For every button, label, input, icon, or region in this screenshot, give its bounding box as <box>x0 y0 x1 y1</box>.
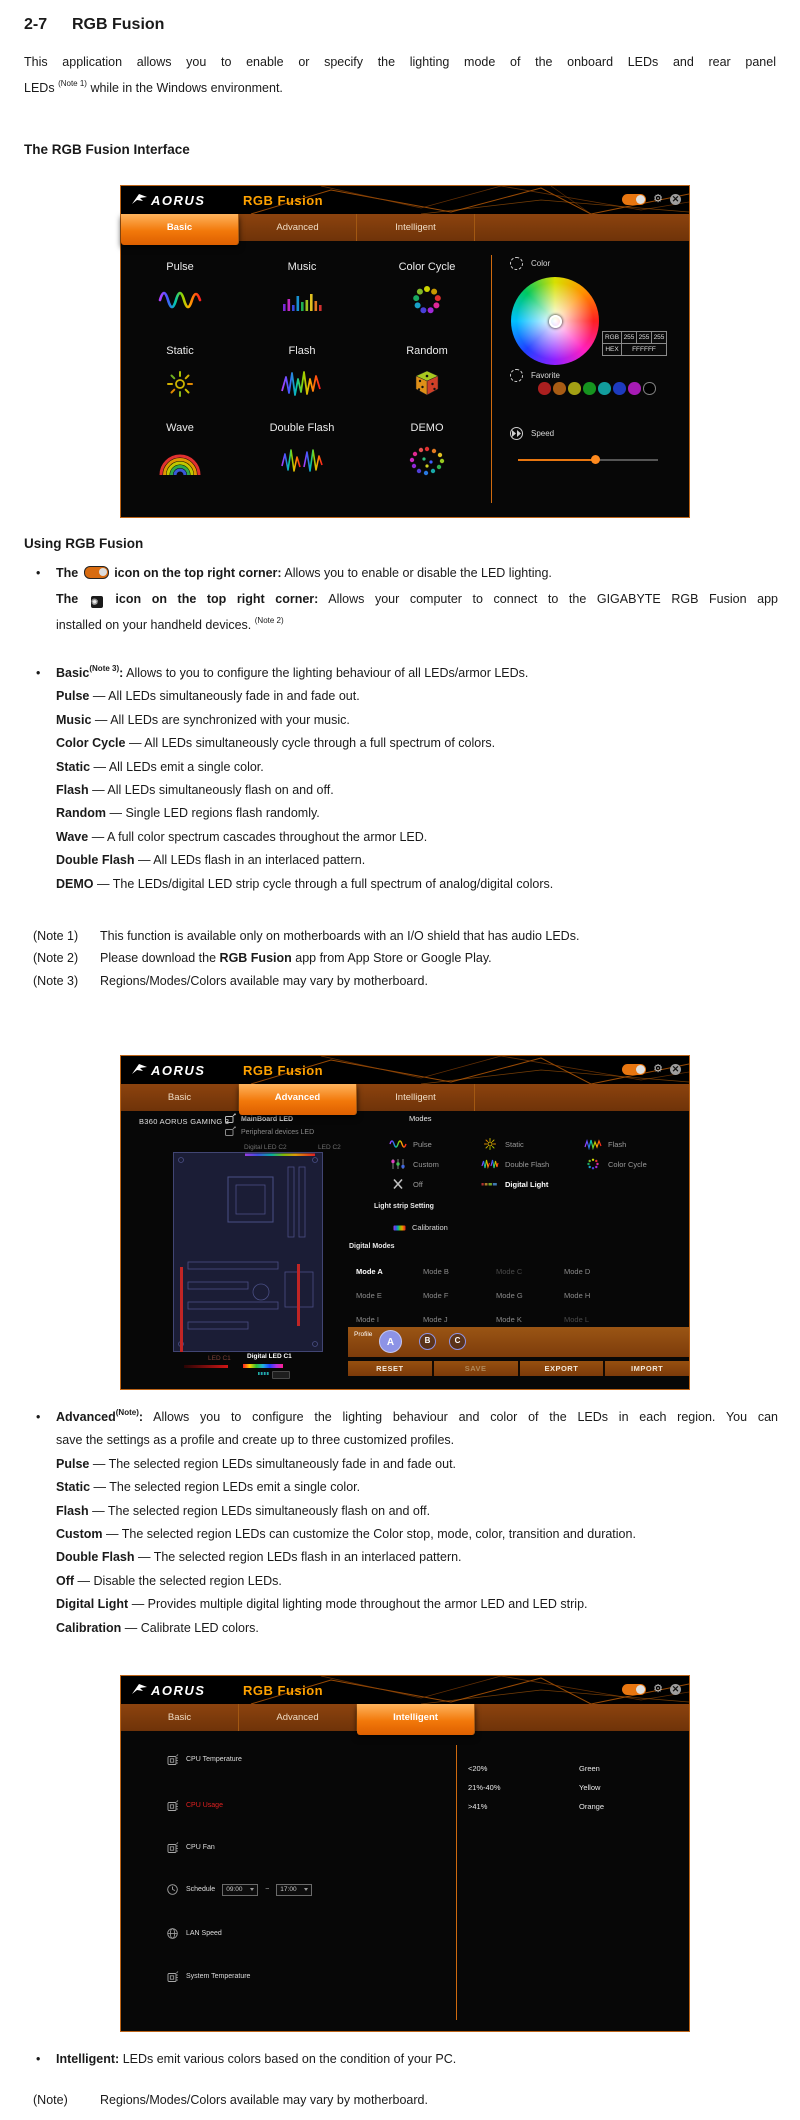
chevron-down-icon <box>304 1888 308 1891</box>
tab-intelligent[interactable]: Intelligent <box>357 1084 475 1111</box>
export-button[interactable]: EXPORT <box>520 1361 604 1376</box>
tab-advanced[interactable]: Advanced <box>239 1704 357 1731</box>
tab-bar <box>121 1084 689 1111</box>
calibration-icon <box>393 1224 406 1232</box>
intelligent-content <box>121 1731 689 2031</box>
gear-icon[interactable]: ⚙ <box>653 1063 663 1075</box>
profile-buttons <box>348 1361 689 1376</box>
tab-filler <box>475 214 689 241</box>
note-ref: (Note) <box>115 1408 139 1417</box>
color-section: Color <box>510 257 550 270</box>
board-led-icon <box>224 1113 236 1125</box>
swatch-teal[interactable] <box>598 382 611 395</box>
adv-mode-doubleflash[interactable]: Double Flash <box>481 1158 549 1170</box>
close-icon[interactable]: ✕ <box>671 1064 680 1074</box>
basic-mode-pulse[interactable]: Pulse <box>121 261 239 318</box>
basic-mode-doubleflash[interactable]: Double Flash <box>243 422 361 479</box>
double-flash-mode-icon <box>481 1158 499 1170</box>
pulse-mode-icon <box>121 282 239 318</box>
adv-mode-flash[interactable]: Flash <box>584 1138 626 1150</box>
light-strip-setting-label: Light strip Setting <box>374 1203 434 1210</box>
led-c1-gradient-bar <box>184 1365 228 1368</box>
threshold-color-2: Yellow <box>579 1783 601 1792</box>
label-led-c1: LED C1 <box>208 1355 231 1362</box>
speed-icon <box>510 427 523 440</box>
tab-bar <box>121 214 689 241</box>
color-wheel-selector[interactable] <box>549 315 562 328</box>
adv-mode-pulse[interactable]: Pulse <box>389 1138 432 1150</box>
clock-icon <box>166 1883 179 1896</box>
mobile-app-icon-inline: ✺ <box>91 596 103 608</box>
profile-a-button[interactable]: A <box>379 1330 402 1353</box>
digital-mode-f[interactable]: Mode F <box>423 1291 449 1300</box>
chevron-down-icon <box>250 1888 254 1891</box>
adv-mode-digitallight[interactable]: Digital Light <box>481 1178 548 1190</box>
using-heading: Using RGB Fusion <box>24 536 144 551</box>
page-title <box>24 16 164 34</box>
digital-mode-c[interactable]: Mode C <box>496 1267 523 1276</box>
favorite-swatches <box>538 382 656 395</box>
speed-slider-thumb[interactable] <box>591 455 600 464</box>
globe-icon <box>166 1927 179 1940</box>
swatch-red[interactable] <box>538 382 551 395</box>
led-strip-left <box>180 1267 183 1352</box>
cpu-chip-icon <box>166 1753 179 1766</box>
profile-c-button[interactable]: C <box>449 1333 466 1350</box>
digital-led-mini-strip <box>258 1372 269 1375</box>
item-system-temperature[interactable]: System Temperature <box>166 1970 250 1983</box>
digital-mode-e[interactable]: Mode E <box>356 1291 382 1300</box>
custom-mode-icon <box>389 1158 407 1170</box>
digital-mode-h[interactable]: Mode H <box>564 1291 591 1300</box>
rgb-r-field[interactable]: 255 <box>621 331 637 344</box>
circuit-lines-decoration <box>121 1676 689 1704</box>
aorus-falcon-icon <box>131 1683 148 1701</box>
digital-mode-j[interactable]: Mode J <box>423 1315 448 1324</box>
digital-light-mode-icon <box>481 1178 499 1190</box>
cpu-chip-icon <box>166 1799 179 1812</box>
tab-basic[interactable]: Basic <box>121 1704 239 1731</box>
close-icon[interactable]: ✕ <box>671 194 680 204</box>
tab-basic[interactable]: Basic <box>121 1084 239 1111</box>
intro-paragraph: This application allows you to enable or specify the lighting mode of the onboard LEDs and rear panel LEDs $^{(Note 1)}$ while in the Windows environment. <box>24 55 776 95</box>
rgb-hex-fields <box>603 332 667 356</box>
digital-mode-l[interactable]: Mode L <box>564 1315 590 1324</box>
note1-ref: (Note 1) <box>58 78 87 88</box>
digital-modes-label: Digital Modes <box>349 1243 395 1250</box>
label-led-c2: LED C2 <box>318 1144 341 1151</box>
threshold-color-3: Orange <box>579 1802 605 1811</box>
icons-bullet: • The icon on the top right corner: Allows you to enable or disable the LED lighting. The ✺ icon on the top right corner: Allows your computer to connect to the GIGABYTE RGB Fusion app installed on your handheld devices. $^{(Note 2)}$ <box>36 561 778 638</box>
gear-icon[interactable]: ⚙ <box>653 193 663 205</box>
digital-led-c1-rainbow-bar <box>243 1364 283 1368</box>
speed-section: Speed <box>510 427 554 440</box>
brand-logo: AORUS <box>151 193 206 208</box>
tab-intelligent[interactable]: Intelligent <box>357 1704 475 1735</box>
panel-divider <box>491 255 492 503</box>
adv-mode-off[interactable]: Off <box>389 1178 423 1190</box>
circuit-lines-decoration <box>121 186 689 214</box>
rgb-b-field[interactable]: 255 <box>651 331 667 344</box>
advanced-content <box>121 1111 689 1389</box>
static-mode-icon <box>121 366 239 402</box>
basic-mode-colorcycle[interactable]: Color Cycle <box>368 261 486 318</box>
advanced-bullet: • Advanced$^{(Note)}$: Allows you to configure the lighting behaviour and color of the LEDs in each region. You can save the settings as a profile and create up to three customized profiles. Pulse — The selected region LEDs simultaneously fade in and fade out. Static — The selected region LEDs emit a single color. Flash — The selected region LEDs simultaneously flash on and off. Custom — The selected region LEDs can customize the Color stop, mode, color, transition and duration. Double Flash — The selected region LEDs flash in an interlaced pattern. Off — Disable the selected region LEDs. Digital Light — Provides multiple digital lighting mode throughout the armor LED and LED strip. Calibration — Calibrate LED colors. <box>36 1408 778 1635</box>
hex-label: HEX <box>602 343 622 356</box>
calibration-item[interactable]: Calibration <box>393 1223 448 1232</box>
basic-content <box>121 241 689 517</box>
tab-intelligent[interactable]: Intelligent <box>357 214 475 241</box>
color-cycle-mode-icon <box>368 282 486 318</box>
speed-slider[interactable] <box>518 455 658 464</box>
tab-filler <box>475 1704 689 1731</box>
double-flash-mode-icon <box>243 443 361 479</box>
color-wheel[interactable] <box>511 277 599 365</box>
intelligent-bullet: • Intelligent: LEDs emit various colors based on the condition of your PC. <box>36 2052 457 2066</box>
basic-mode-random[interactable]: Random <box>368 345 486 402</box>
motherboard-diagram <box>173 1152 323 1352</box>
rgb-fusion-window-intelligent <box>120 1675 690 2032</box>
rgb-fusion-window-basic <box>120 185 690 518</box>
adv-mode-static[interactable]: Static <box>481 1138 524 1150</box>
panel-divider <box>456 1745 457 2020</box>
titlebar <box>121 186 689 214</box>
device-name: B360 AORUS GAMING 3 <box>139 1117 230 1126</box>
pulse-mode-icon <box>389 1138 407 1150</box>
threshold-range-2: 21%-40% <box>468 1783 501 1792</box>
item-cpu-usage[interactable]: CPU Usage <box>166 1799 223 1812</box>
import-button[interactable]: IMPORT <box>605 1361 689 1376</box>
tab-advanced[interactable]: Advanced <box>239 1084 357 1115</box>
cpu-chip-icon <box>166 1841 179 1854</box>
digital-mode-i[interactable]: Mode I <box>356 1315 379 1324</box>
led-toggle[interactable] <box>622 1064 646 1075</box>
schedule-start-select[interactable]: 09:00 <box>222 1884 258 1896</box>
rgb-g-field[interactable]: 255 <box>636 331 652 344</box>
bullet-marker: • <box>36 566 41 580</box>
swatch-blue[interactable] <box>613 382 626 395</box>
demo-mode-icon <box>368 443 486 479</box>
swatch-yellow[interactable] <box>568 382 581 395</box>
cpu-chip-icon <box>166 1970 179 1983</box>
swatch-green[interactable] <box>583 382 596 395</box>
swatch-purple[interactable] <box>628 382 641 395</box>
basic-mode-static[interactable]: Static <box>121 345 239 402</box>
led-strip-right <box>297 1264 300 1326</box>
color-picker-icon <box>510 257 523 270</box>
item-cpu-fan[interactable]: CPU Fan <box>166 1841 215 1854</box>
swatch-empty[interactable] <box>643 382 656 395</box>
note3-ref: (Note 3) <box>89 664 120 673</box>
toggle-icon-inline <box>84 566 109 579</box>
threshold-range-3: >41% <box>468 1802 488 1811</box>
tab-advanced[interactable]: Advanced <box>239 214 357 241</box>
aorus-falcon-icon <box>131 193 148 211</box>
tree-mainboard-led[interactable]: MainBoard LED <box>224 1113 293 1125</box>
reset-button[interactable]: RESET <box>348 1361 432 1376</box>
aorus-falcon-icon <box>131 1063 148 1081</box>
gear-icon[interactable]: ⚙ <box>653 1683 663 1695</box>
digital-mode-g[interactable]: Mode G <box>496 1291 523 1300</box>
titlebar <box>121 1676 689 1704</box>
section-title: RGB Fusion <box>72 16 165 33</box>
flash-mode-icon <box>584 1138 602 1150</box>
label-digital-led-c2: Digital LED C2 <box>244 1144 287 1151</box>
notes-block: (Note 1) This function is available only on motherboards with an I/O shield that has audio LEDs. (Note 2) Please download the RGB Fusion app from App Store or Google Play. (Note 3) Regions/Modes/Colors available may vary by motherboard. <box>33 929 580 988</box>
schedule-end-select[interactable]: 17:00 <box>276 1884 312 1896</box>
tab-filler <box>475 1084 689 1111</box>
label-digital-led-c1: Digital LED C1 <box>247 1353 292 1360</box>
item-cpu-temperature[interactable]: CPU Temperature <box>166 1753 242 1766</box>
tree-peripheral-led[interactable]: Peripheral devices LED <box>224 1126 314 1138</box>
profile-label: Profile <box>354 1331 373 1338</box>
save-button[interactable]: SAVE <box>434 1361 518 1376</box>
threshold-color-1: Green <box>579 1764 600 1773</box>
basic-mode-flash[interactable]: Flash <box>243 345 361 402</box>
basic-mode-music[interactable]: Music <box>243 261 361 318</box>
music-mode-icon <box>243 282 361 318</box>
digital-mode-k[interactable]: Mode K <box>496 1315 522 1324</box>
item-schedule[interactable]: Schedule 09:00 ~ 17:00 <box>166 1883 312 1896</box>
wave-rainbow-icon <box>121 443 239 479</box>
circuit-lines-decoration <box>121 1056 689 1084</box>
profile-bar <box>348 1327 689 1357</box>
threshold-range-1: <20% <box>468 1764 488 1773</box>
color-cycle-mode-icon <box>584 1158 602 1170</box>
interface-heading: The RGB Fusion Interface <box>24 142 190 157</box>
favorite-icon <box>510 369 523 382</box>
led-toggle[interactable] <box>622 1684 646 1695</box>
brand-logo: AORUS <box>151 1683 206 1698</box>
random-dice-icon <box>368 366 486 402</box>
basic-bullet: • Basic$^{(Note 3)}$: Allows to you to configure the lighting behaviour of all LEDs/armor LEDs. Pulse — All LEDs simultaneously fade in and fade out. Music — All LEDs are synchronized with your music. Color Cycle — All LEDs simultaneously cycle through a full spectrum of colors. Static — All LEDs emit a single color. Flash — All LEDs simultaneously flash on and off. Random — Single LED regions flash randomly. Wave — A full color spectrum cascades throughout the armor LED. Double Flash — All LEDs flash in an interlaced pattern. DEMO — The LEDs/digital LED strip cycle through a full spectrum of analog/digital colors. <box>36 664 554 891</box>
final-note: (Note) Regions/Modes/Colors available may vary by motherboard. <box>33 2093 428 2107</box>
tab-basic[interactable]: Basic <box>121 214 239 245</box>
basic-mode-wave[interactable]: Wave <box>121 422 239 479</box>
favorite-section: Favorite <box>510 369 560 382</box>
rgb-label: RGB <box>602 331 622 344</box>
app-title: RGB Fusion <box>243 1063 324 1078</box>
peripheral-led-icon <box>224 1126 236 1138</box>
note2-ref: (Note 2) <box>254 615 284 625</box>
app-title: RGB Fusion <box>243 1683 324 1698</box>
led-toggle[interactable] <box>622 194 646 205</box>
adv-mode-custom[interactable]: Custom <box>389 1158 439 1170</box>
flash-mode-icon <box>243 366 361 402</box>
brand-logo: AORUS <box>151 1063 206 1078</box>
led-mini-badge <box>272 1371 290 1379</box>
hex-field[interactable]: FFFFFF <box>621 343 667 356</box>
close-icon[interactable]: ✕ <box>671 1684 680 1694</box>
titlebar <box>121 1056 689 1084</box>
adv-mode-colorcycle[interactable]: Color Cycle <box>584 1158 647 1170</box>
basic-mode-demo[interactable]: DEMO <box>368 422 486 479</box>
digital-mode-a[interactable]: Mode A <box>356 1267 383 1276</box>
modes-label: Modes <box>409 1114 432 1123</box>
profile-b-button[interactable]: B <box>419 1333 436 1350</box>
swatch-orange[interactable] <box>553 382 566 395</box>
app-title: RGB Fusion <box>243 193 324 208</box>
section-number: 2-7 <box>24 16 48 33</box>
digital-mode-d[interactable]: Mode D <box>564 1267 591 1276</box>
schedule-separator: ~ <box>265 1886 270 1893</box>
digital-mode-b[interactable]: Mode B <box>423 1267 449 1276</box>
item-lan-speed[interactable]: LAN Speed <box>166 1927 222 1940</box>
off-x-icon <box>389 1178 407 1190</box>
rgb-fusion-window-advanced <box>120 1055 690 1390</box>
tab-bar <box>121 1704 689 1731</box>
static-mode-icon <box>481 1138 499 1150</box>
